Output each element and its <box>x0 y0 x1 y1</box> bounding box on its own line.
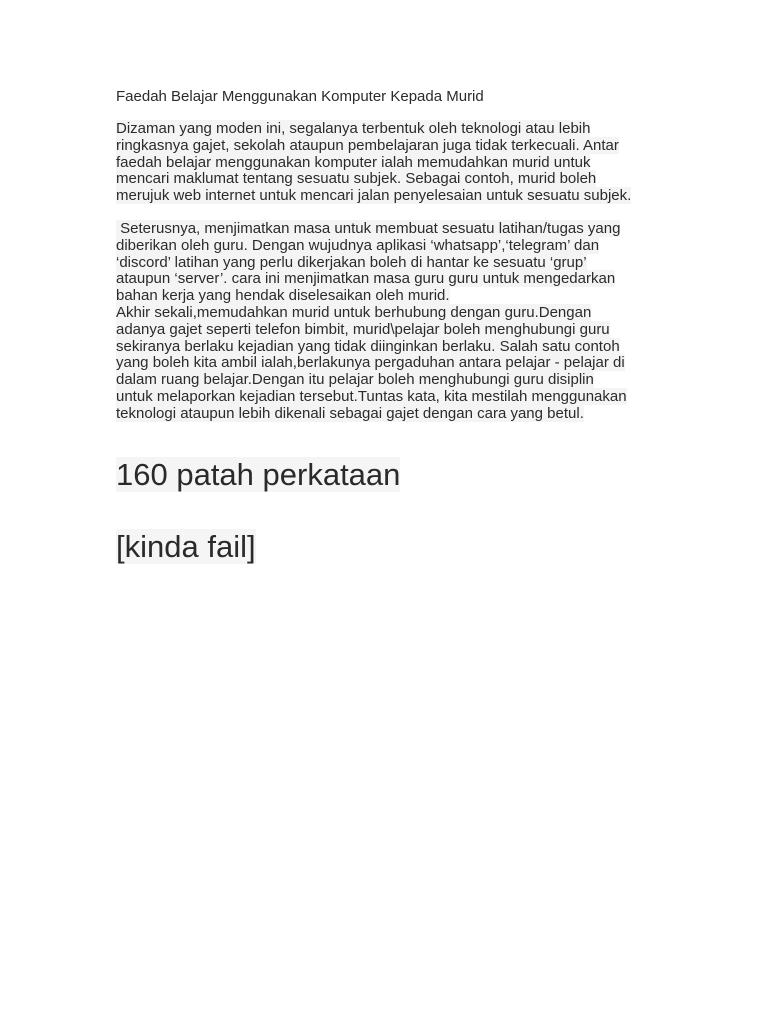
text-line: ringkasnya gajet, sekolah ataupun pembelajaran juga tidak terkecuali. Antar <box>116 136 619 154</box>
text-line: Seterusnya, menjimatkan masa untuk membuat sesuatu latihan/tugas yang <box>116 219 621 237</box>
text-line: Dizaman yang moden ini, segalanya terbentuk oleh teknologi atau lebih <box>116 120 591 137</box>
text-line: diberikan oleh guru. Dengan wujudnya aplikasi ‘whatsapp’,‘telegram’ dan <box>116 236 600 254</box>
paragraph-second <box>116 221 656 305</box>
text-line: Akhir sekali,memudahkan murid untuk berhubung dengan guru.Dengan <box>116 303 592 321</box>
document-title: Faedah Belajar Menggunakan Komputer Kepada Murid <box>116 88 484 105</box>
word-count-heading: 160 patah perkataan <box>116 457 401 492</box>
text-line: ataupun ‘server’. cara ini menjimatkan masa guru guru untuk mengedarkan <box>116 270 616 288</box>
text-line: adanya gajet seperti telefon bimbit, murid\pelajar boleh menghubungi guru <box>116 320 610 338</box>
paragraph-intro <box>116 121 656 205</box>
note-heading: [kinda fail] <box>116 529 256 564</box>
text-line: untuk melaporkan kejadian tersebut.Tuntas kata, kita mestilah menggunakan <box>116 387 627 405</box>
text-line: sekiranya berlaku kejadian yang tidak diinginkan berlaku. Salah satu contoh <box>116 337 620 355</box>
paragraph-third <box>116 305 656 423</box>
text-line: bahan kerja yang hendak diselesaikan oleh murid. <box>116 287 450 305</box>
text-line: ‘discord’ latihan yang perlu dikerjakan boleh di hantar ke sesuatu ‘grup’ <box>116 253 587 271</box>
text-line: faedah belajar menggunakan komputer ialah memudahkan murid untuk <box>116 153 591 171</box>
document-body <box>116 88 656 423</box>
text-line: teknologi ataupun lebih dikenali sebagai gajet dengan cara yang betul. <box>116 404 584 422</box>
text-line: dalam ruang belajar.Dengan itu pelajar boleh menghubungi guru disiplin <box>116 371 594 389</box>
text-line: mencari maklumat tentang sesuatu subjek. Sebagai contoh, murid boleh <box>116 170 597 188</box>
text-line: merujuk web internet untuk mencari jalan penyelesaian untuk sesuatu subjek. <box>116 187 632 205</box>
text-line: yang boleh kita ambil ialah,berlakunya pergaduhan antara pelajar - pelajar di <box>116 354 625 372</box>
